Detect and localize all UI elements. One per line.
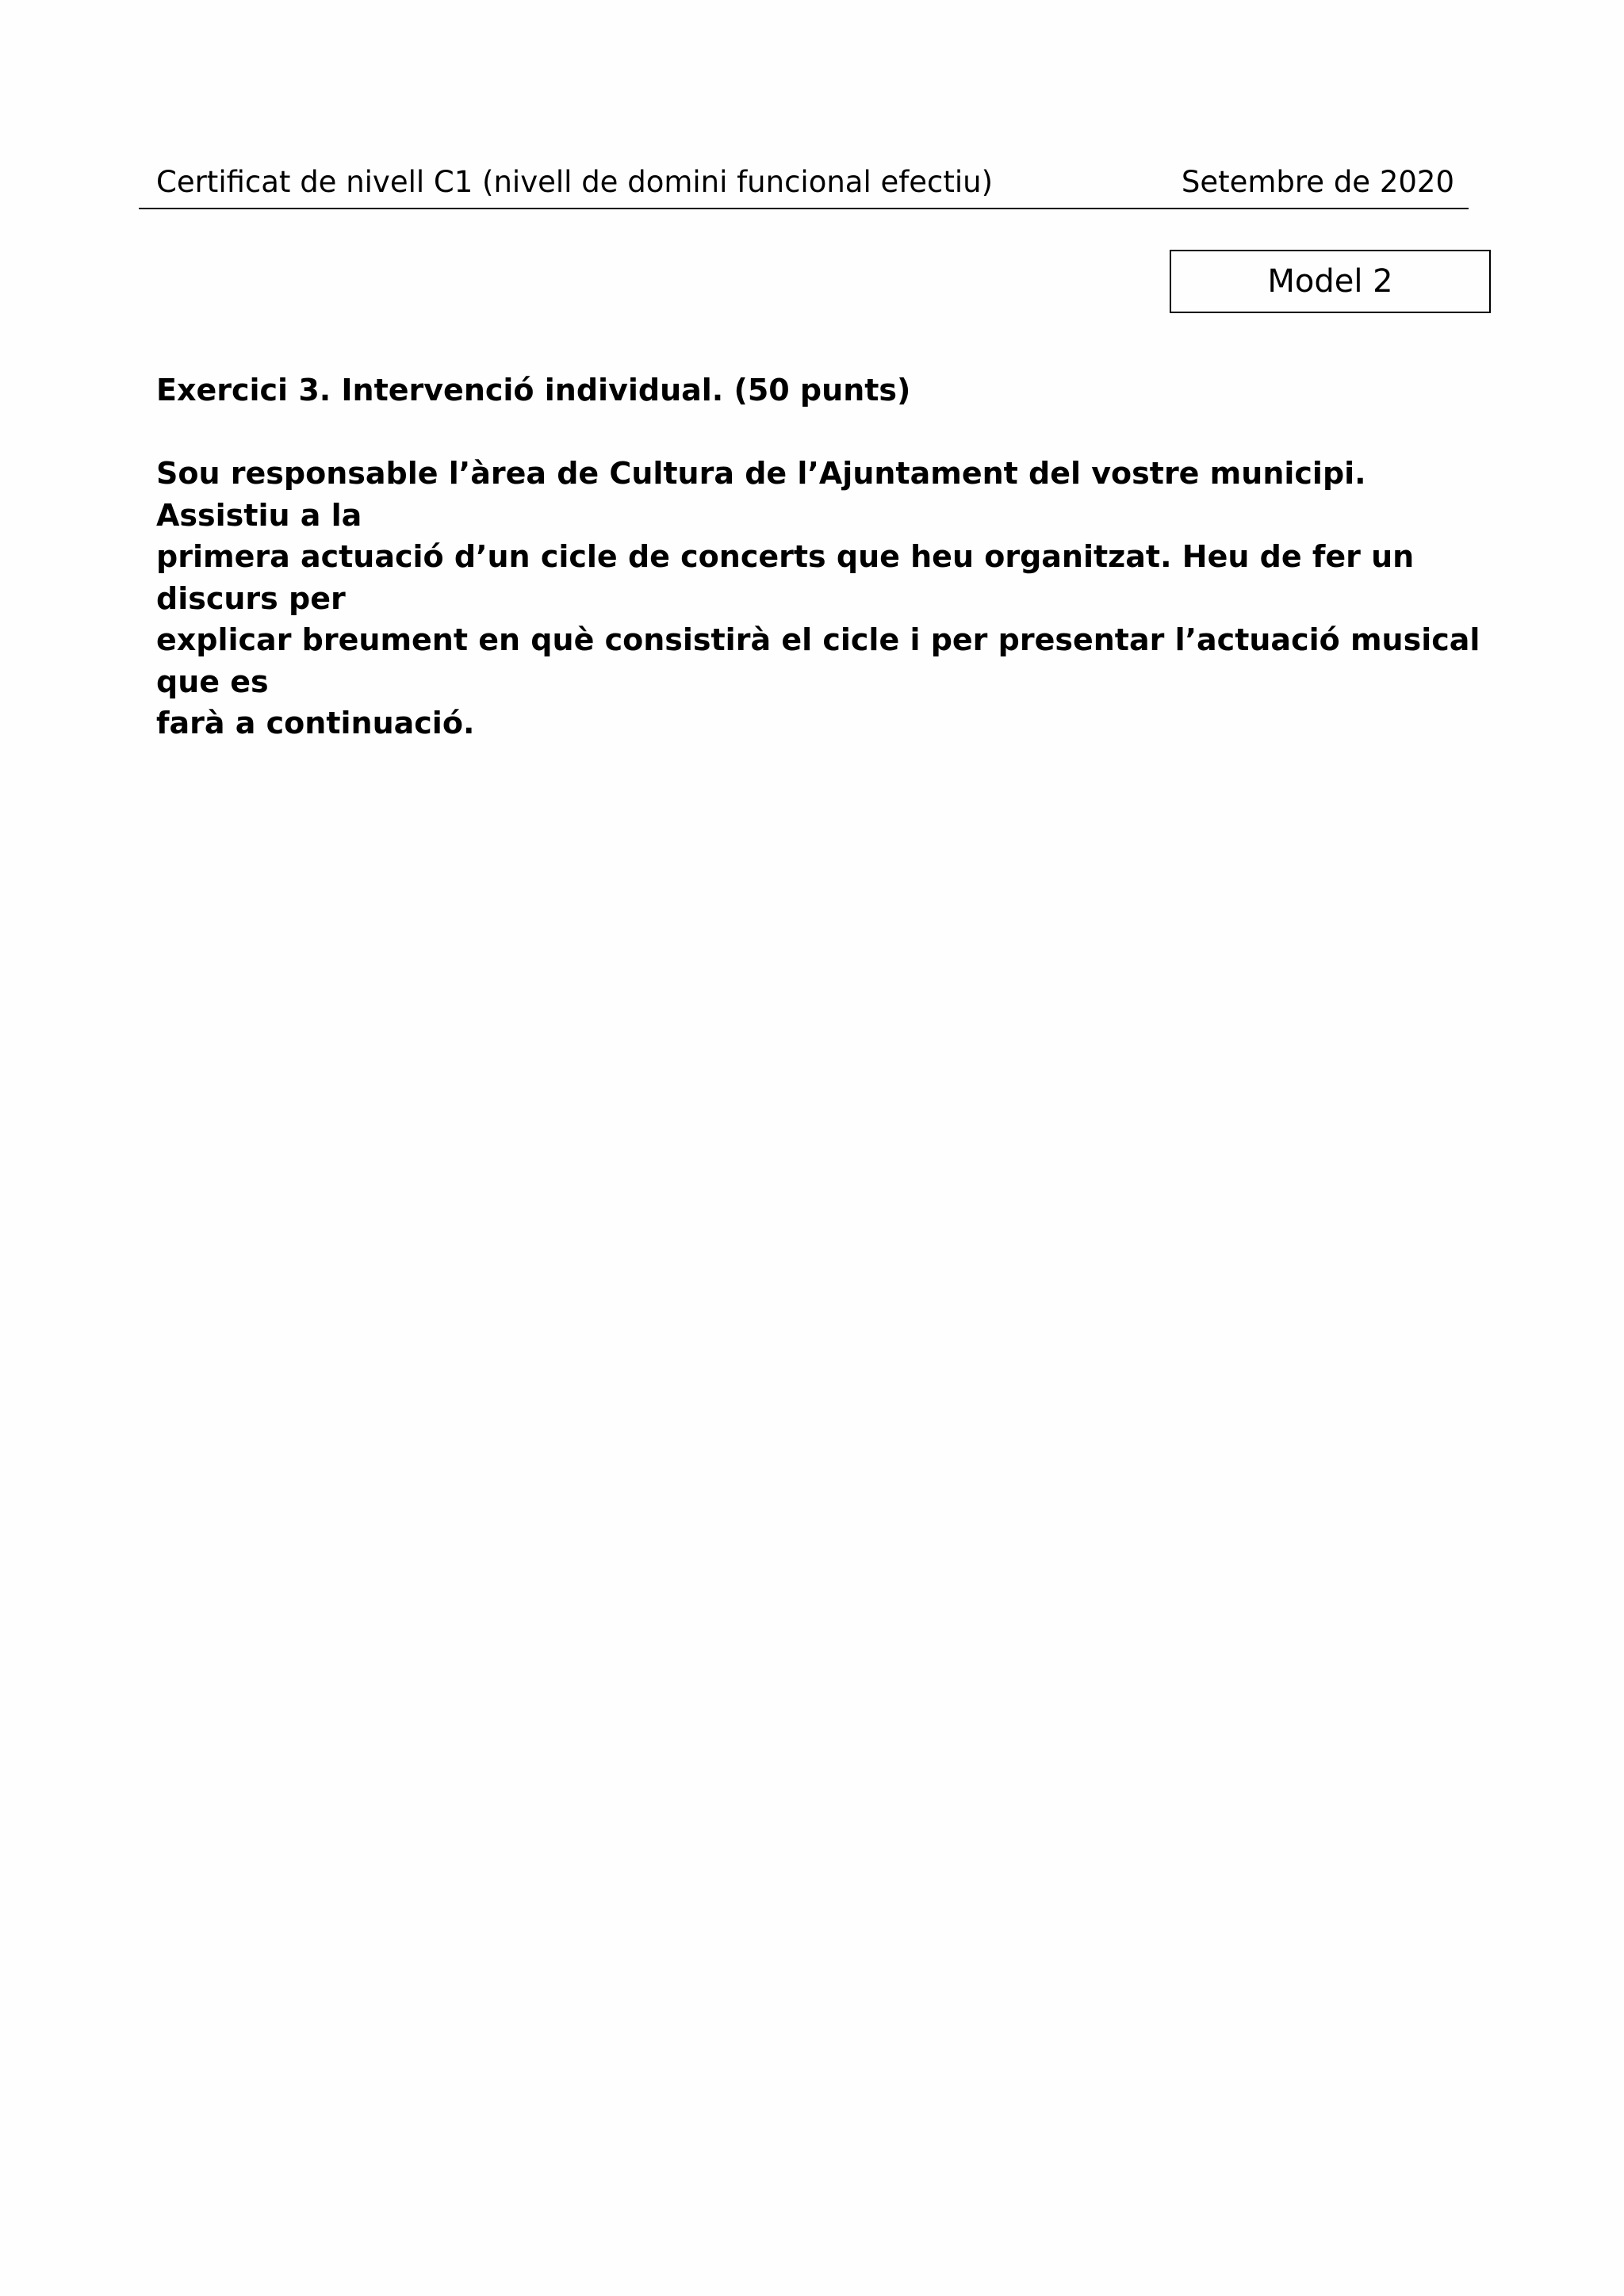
exam-date-text: Setembre de 2020 — [1181, 165, 1454, 199]
page-header — [139, 155, 1469, 209]
exercise-instructions — [156, 453, 1488, 744]
instruction-line: primera actuació d’un cicle de concerts que heu organitzat. Heu de fer un discurs per — [156, 539, 1415, 616]
model-label: Model 2 — [1267, 263, 1393, 300]
instruction-line: farà a continuació. — [156, 706, 475, 740]
model-label-box — [1170, 250, 1491, 313]
certificate-level-text: Certificat de nivell C1 (nivell de domini funcional efectiu) — [156, 165, 994, 199]
instruction-line: Sou responsable l’àrea de Cultura de l’Ajuntament del vostre municipi. Assistiu a la — [156, 456, 1366, 533]
exercise-title: Exercici 3. Intervenció individual. (50 punts) — [156, 373, 911, 408]
instruction-line: explicar breument en què consistirà el cicle i per presentar l’actuació musical que es — [156, 622, 1480, 699]
